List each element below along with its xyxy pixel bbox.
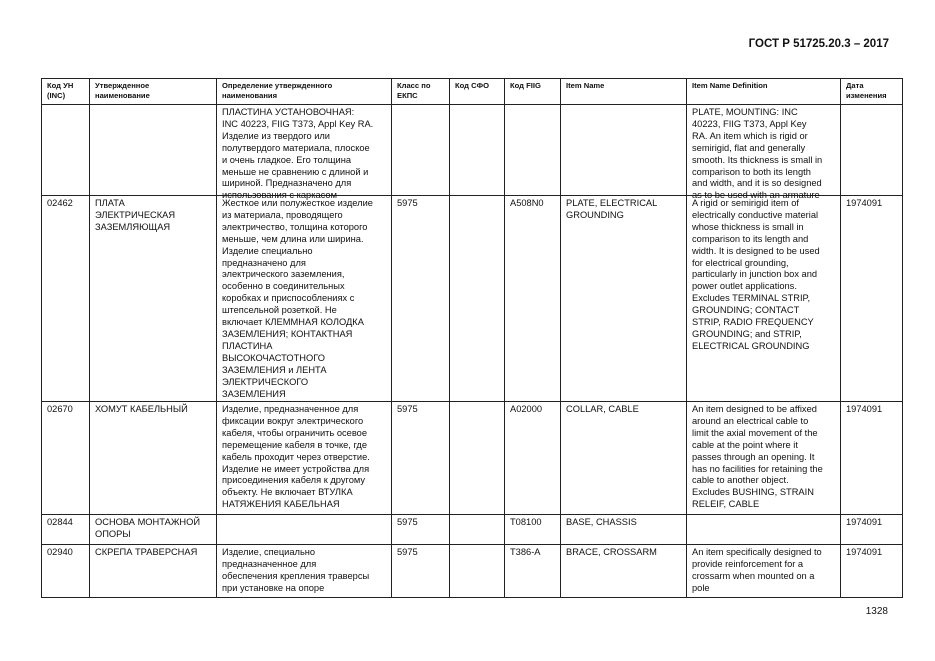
column-header-sfo-code: Код СФО (450, 79, 505, 105)
column-header-item-name: Item Name (561, 79, 687, 105)
cell-name-ru (90, 545, 217, 598)
cell-sfo-code (450, 545, 505, 598)
cell-text: 5975 (397, 547, 418, 557)
cell-text: T386-A (510, 547, 541, 557)
cell-ekps-class (392, 545, 450, 598)
cell-text: A508N0 (510, 198, 544, 208)
cell-text: An item specifically designed to provide reinforcement for a crossarm when mounted on a pole (692, 547, 822, 593)
column-header-item-name-definition: Item Name Definition (687, 79, 841, 105)
cell-text: BASE, CHASSIS (566, 517, 637, 527)
cell-item-name (561, 545, 687, 598)
cell-inc (42, 515, 90, 545)
cell-text: Изделие, предназначенное для фиксации вокруг электрического кабеля, чтобы ограничить осевое перемещение кабеля в точке, где кабель проходит через отверстие. Изделие не имеет устройства для присоединения кабеля к другому объекту. Не включает ВТУЛКА НАТЯЖЕНИЯ КАБЕЛЬНАЯ (222, 404, 370, 510)
cell-change-date (841, 196, 903, 402)
cell-inc (42, 545, 90, 598)
cell-text: A rigid or semirigid item of electrically conductive material whose thickness is small in comparison to its length and width. It is designed to be used for electrical grounding, particularly in junction box and power outlet applications. Excludes TERMINAL STRIP, GROUNDING; CONTACT STRIP, RADIO FREQUENCY GROUNDING; and STRIP, ELECTRICAL GROUNDING (692, 198, 820, 351)
cell-item-name-definition (687, 402, 841, 515)
cell-text: 1974091 (846, 547, 883, 557)
cell-ekps-class (392, 105, 450, 196)
column-header-change-date: Дата изменения (841, 79, 903, 105)
cell-inc (42, 196, 90, 402)
cell-definition-ru (217, 402, 392, 515)
cell-text: ОСНОВА МОНТАЖНОЙ ОПОРЫ (95, 517, 201, 539)
cell-text: СКРЕПА ТРАВЕРСНАЯ (95, 547, 198, 557)
column-header-ekps-class: Класс по ЕКПС (392, 79, 450, 105)
cell-ekps-class (392, 196, 450, 402)
cell-ekps-class (392, 515, 450, 545)
table-body (42, 105, 903, 598)
cell-text: 02462 (47, 198, 73, 208)
cell-ekps-class (392, 402, 450, 515)
cell-item-name (561, 105, 687, 196)
cell-name-ru (90, 196, 217, 402)
cell-item-name (561, 402, 687, 515)
cell-item-name-definition (687, 545, 841, 598)
cell-change-date (841, 402, 903, 515)
cell-fiig-code (505, 196, 561, 402)
cell-definition-ru (217, 196, 392, 402)
cell-change-date (841, 515, 903, 545)
cell-change-date (841, 545, 903, 598)
cell-item-name-definition (687, 196, 841, 402)
cell-fiig-code (505, 105, 561, 196)
table-row (42, 196, 903, 402)
column-header-inc: Код УН (INC) (42, 79, 90, 105)
cell-text: ПЛАТА ЭЛЕКТРИЧЕСКАЯ ЗАЗЕМЛЯЮЩАЯ (95, 198, 176, 232)
cell-sfo-code (450, 402, 505, 515)
table-row (42, 105, 903, 196)
cell-sfo-code (450, 196, 505, 402)
column-header-definition-ru: Определение утвержденного наименования (217, 79, 392, 105)
table-row (42, 515, 903, 545)
page-number: 1328 (865, 606, 888, 617)
cell-sfo-code (450, 515, 505, 545)
cell-item-name-definition (687, 515, 841, 545)
cell-text: An item designed to be affixed around an electrical cable to limit the axial movement of the cable at the point where it passes through an opening. It has no facilities for retaining the cable to another object. Excludes BUSHING, STRAIN RELEIF, CABLE (692, 404, 823, 510)
cell-text: 5975 (397, 517, 418, 527)
table-row (42, 545, 903, 598)
cell-definition-ru (217, 515, 392, 545)
cell-text: ПЛАСТИНА УСТАНОВОЧНАЯ: INC 40223, FIIG T373, Appl Key RA. Изделие из твердого или полутвердого материала, плоское и очень гладкое. Его толщина меньше не сравнению с длиной и шириной. Предназначено для использования с каркасом (222, 107, 374, 201)
cell-definition-ru (217, 105, 392, 201)
cell-item-name (561, 515, 687, 545)
cell-change-date (841, 105, 903, 196)
cell-fiig-code (505, 515, 561, 545)
cell-text: BRACE, CROSSARM (566, 547, 657, 557)
cell-text: A02000 (510, 404, 543, 414)
cell-item-name-definition (687, 105, 841, 201)
cell-inc (42, 402, 90, 515)
cell-text: 02670 (47, 404, 73, 414)
cell-text: 5975 (397, 198, 418, 208)
cell-text: Изделие, специально предназначенное для обеспечения крепления траверсы при установке на опоре (222, 547, 370, 593)
cell-text: 1974091 (846, 404, 883, 414)
classifier-table (41, 78, 903, 598)
cell-inc (42, 105, 90, 196)
cell-text: 1974091 (846, 517, 883, 527)
cell-text: COLLAR, CABLE (566, 404, 639, 414)
cell-item-name (561, 196, 687, 402)
table-row (42, 402, 903, 515)
cell-text: 02940 (47, 547, 73, 557)
cell-definition-ru (217, 545, 392, 598)
cell-fiig-code (505, 545, 561, 598)
cell-text: T08100 (510, 517, 542, 527)
cell-name-ru (90, 105, 217, 196)
cell-name-ru (90, 515, 217, 545)
cell-text: PLATE, MOUNTING: INC 40223, FIIG T373, Appl Key RA. An item which is rigid or semirigid, flat and generally smooth. Its thickness is small in comparison to both its length and width, and it is so designed as to be used with an armature (692, 107, 823, 201)
cell-name-ru (90, 402, 217, 515)
cell-text: ХОМУТ КАБЕЛЬНЫЙ (95, 404, 188, 414)
cell-fiig-code (505, 402, 561, 515)
table-header-row (42, 79, 903, 105)
cell-text: PLATE, ELECTRICAL GROUNDING (566, 198, 658, 220)
column-header-fiig-code: Код FIIG (505, 79, 561, 105)
cell-text: 02844 (47, 517, 73, 527)
cell-sfo-code (450, 105, 505, 196)
cell-text: Жесткое или полужесткое изделие из материала, проводящего электричество, толщина которого меньше, чем длина или ширина. Изделие специально предназначено для электрического заземления, особенно в соединительных коробках и приспособлениях с штепсельной розеткой. Не включает КЛЕММНАЯ КОЛОДКА ЗАЗЕМЛЕНИЯ; КОНТАКТНАЯ ПЛАСТИНА ВЫСОКОЧАСТОТНОГО ЗАЗЕМЛЕНИЯ и ЛЕНТА ЭЛЕКТРИЧЕСКОГО ЗАЗЕМЛЕНИЯ (222, 198, 373, 399)
document-code: ГОСТ Р 51725.20.3 – 2017 (748, 38, 889, 50)
cell-text: 5975 (397, 404, 418, 414)
column-header-name-ru: Утвержденное наименование (90, 79, 217, 105)
cell-text: 1974091 (846, 198, 883, 208)
